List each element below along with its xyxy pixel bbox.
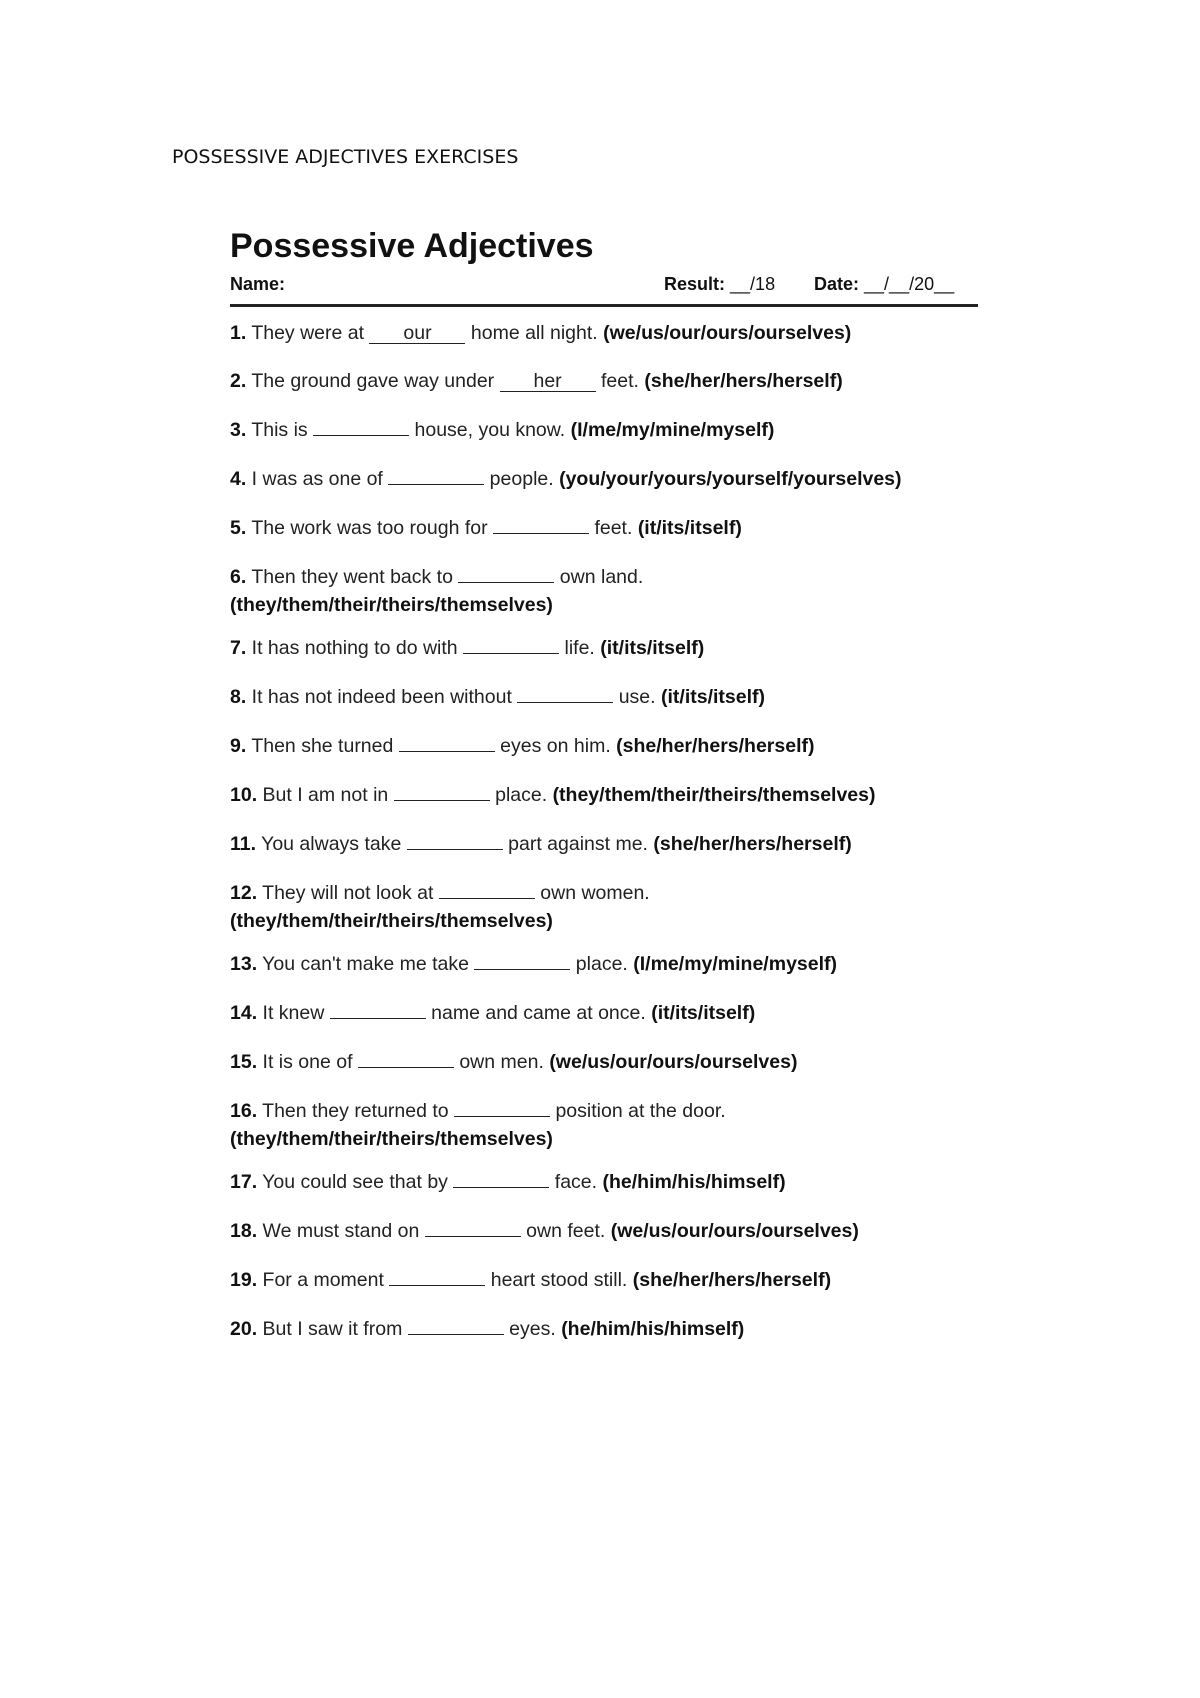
- result-label: Result:: [664, 274, 726, 294]
- question-number: 18.: [230, 1220, 258, 1242]
- question-text-after: home all night.: [465, 322, 604, 344]
- worksheet: [230, 226, 978, 1363]
- question-number: 13.: [230, 953, 258, 975]
- question-list: [230, 319, 978, 1343]
- answer-blank[interactable]: [330, 998, 426, 1019]
- question-item: [230, 731, 978, 760]
- question-text-before: The work was too rough for: [246, 517, 494, 539]
- answer-blank[interactable]: [439, 878, 535, 899]
- question-text-after: position at the door.: [550, 1100, 726, 1122]
- answer-options: (she/her/hers/herself): [616, 735, 815, 757]
- answer-options: (they/them/their/theirs/themselves): [552, 784, 876, 806]
- header-divider: [230, 304, 978, 307]
- question-item: [230, 1314, 978, 1343]
- answer-options: (she/her/hers/herself): [632, 1269, 832, 1291]
- question-number: 17.: [230, 1171, 258, 1193]
- answer-blank[interactable]: her: [500, 371, 596, 392]
- question-number: 15.: [230, 1051, 258, 1073]
- question-text-before: You can't make me take: [257, 953, 475, 975]
- question-number: 3.: [230, 419, 247, 441]
- question-number: 10.: [230, 784, 258, 806]
- question-text-before: It knew: [257, 1002, 330, 1024]
- question-text-after: own women.: [534, 882, 650, 904]
- answer-options: (it/its/itself): [651, 1002, 756, 1024]
- answer-options: (she/her/hers/herself): [653, 833, 852, 855]
- question-text-after: use.: [613, 686, 661, 708]
- question-item: [230, 562, 978, 619]
- question-text-after: own feet.: [520, 1220, 611, 1242]
- answer-blank[interactable]: [408, 1314, 504, 1335]
- question-item: [230, 1167, 978, 1196]
- question-text-after: heart stood still.: [485, 1269, 633, 1291]
- question-text-before: But I saw it from: [257, 1318, 408, 1340]
- question-number: 14.: [230, 1002, 258, 1024]
- question-text-before: For a moment: [257, 1269, 390, 1291]
- question-text-before: We must stand on: [257, 1220, 425, 1242]
- question-number: 11.: [230, 833, 257, 855]
- question-text-after: own men.: [453, 1051, 550, 1073]
- answer-options: (it/its/itself): [600, 637, 705, 659]
- question-text-before: They were at: [246, 322, 370, 344]
- question-text-after: people.: [484, 468, 560, 490]
- date-field: [814, 270, 954, 298]
- answer-options: (she/her/hers/herself): [644, 370, 843, 392]
- answer-options: (they/them/their/theirs/themselves): [230, 910, 553, 932]
- question-text-after: house, you know.: [409, 419, 571, 441]
- answer-options: (he/him/his/himself): [561, 1318, 745, 1340]
- answer-options: (I/me/my/mine/myself): [633, 953, 838, 975]
- question-item: [230, 1265, 978, 1294]
- question-number: 2.: [230, 370, 247, 392]
- question-number: 16.: [230, 1100, 258, 1122]
- question-item: [230, 319, 978, 347]
- answer-options: (it/its/itself): [637, 517, 742, 539]
- question-item: [230, 998, 978, 1027]
- question-number: 5.: [230, 517, 247, 539]
- question-number: 8.: [230, 686, 247, 708]
- result-field: [664, 270, 775, 298]
- question-item: [230, 682, 978, 711]
- answer-blank[interactable]: [425, 1216, 521, 1237]
- result-value: __/18: [730, 274, 776, 294]
- question-text-before: This is: [246, 419, 314, 441]
- question-text-before: Then they went back to: [246, 566, 459, 588]
- name-label: Name:: [230, 274, 286, 294]
- answer-blank[interactable]: [399, 731, 495, 752]
- question-item: [230, 949, 978, 978]
- question-text-after: name and came at once.: [425, 1002, 652, 1024]
- question-number: 19.: [230, 1269, 258, 1291]
- question-text-after: place.: [489, 784, 553, 806]
- answer-options: (we/us/our/ours/ourselves): [549, 1051, 798, 1073]
- date-value: __/__/20__: [864, 274, 955, 294]
- question-text-after: life.: [559, 637, 601, 659]
- question-text-after: place.: [570, 953, 634, 975]
- question-text-before: It has nothing to do with: [246, 637, 464, 659]
- answer-blank[interactable]: [517, 682, 613, 703]
- question-text-after: feet.: [589, 517, 638, 539]
- answer-blank[interactable]: [313, 415, 409, 436]
- answer-blank[interactable]: our: [369, 323, 465, 344]
- question-item: [230, 1096, 978, 1153]
- question-item: [230, 367, 978, 395]
- answer-blank[interactable]: [474, 949, 570, 970]
- question-item: [230, 633, 978, 662]
- question-text-before: You could see that by: [257, 1171, 454, 1193]
- question-text-before: I was as one of: [246, 468, 389, 490]
- date-label: Date:: [814, 274, 860, 294]
- question-text-after: eyes.: [503, 1318, 562, 1340]
- answer-blank[interactable]: [389, 1265, 485, 1286]
- question-number: 20.: [230, 1318, 258, 1340]
- question-number: 9.: [230, 735, 247, 757]
- question-text-after: face.: [549, 1171, 603, 1193]
- answer-options: (he/him/his/himself): [602, 1171, 786, 1193]
- question-text-before: They will not look at: [257, 882, 439, 904]
- question-text-before: It is one of: [257, 1051, 358, 1073]
- question-text-before: You always take: [256, 833, 407, 855]
- answer-options: (we/us/our/ours/ourselves): [603, 322, 852, 344]
- worksheet-title: Possessive Adjectives: [230, 227, 594, 265]
- answer-options: (they/them/their/theirs/themselves): [230, 1128, 553, 1150]
- question-number: 4.: [230, 468, 247, 490]
- question-text-before: It has not indeed been without: [246, 686, 518, 708]
- question-item: [230, 513, 978, 542]
- document-heading: POSSESSIVE ADJECTIVES EXERCISES: [172, 146, 519, 168]
- question-number: 12.: [230, 882, 258, 904]
- worksheet-meta: [230, 270, 978, 298]
- question-text-before: But I am not in: [257, 784, 394, 806]
- question-item: [230, 829, 978, 858]
- question-item: [230, 1216, 978, 1245]
- answer-blank[interactable]: [394, 780, 490, 801]
- question-text-before: Then they returned to: [257, 1100, 455, 1122]
- answer-blank[interactable]: [463, 633, 559, 654]
- question-item: [230, 415, 978, 444]
- answer-options: (I/me/my/mine/myself): [570, 419, 775, 441]
- question-item: [230, 878, 978, 935]
- question-text-after: feet.: [595, 370, 645, 392]
- answer-options: (they/them/their/theirs/themselves): [230, 594, 553, 616]
- question-text-after: eyes on him.: [494, 735, 617, 757]
- answer-options: (you/your/yours/yourself/yourselves): [559, 468, 902, 490]
- answer-options: (we/us/our/ours/ourselves): [610, 1220, 859, 1242]
- answer-blank[interactable]: [358, 1047, 454, 1068]
- question-item: [230, 464, 978, 493]
- question-number: 1.: [230, 322, 247, 344]
- question-text-after: own land.: [554, 566, 644, 588]
- answer-blank[interactable]: [407, 829, 503, 850]
- question-text-before: The ground gave way under: [246, 370, 500, 392]
- answer-options: (it/its/itself): [661, 686, 766, 708]
- question-number: 7.: [230, 637, 247, 659]
- answer-blank[interactable]: [493, 513, 589, 534]
- answer-blank[interactable]: [454, 1096, 550, 1117]
- answer-blank[interactable]: [453, 1167, 549, 1188]
- question-text-before: Then she turned: [246, 735, 399, 757]
- question-number: 6.: [230, 566, 247, 588]
- question-item: [230, 780, 978, 809]
- answer-blank[interactable]: [458, 562, 554, 583]
- answer-blank[interactable]: [388, 464, 484, 485]
- question-item: [230, 1047, 978, 1076]
- question-text-after: part against me.: [502, 833, 654, 855]
